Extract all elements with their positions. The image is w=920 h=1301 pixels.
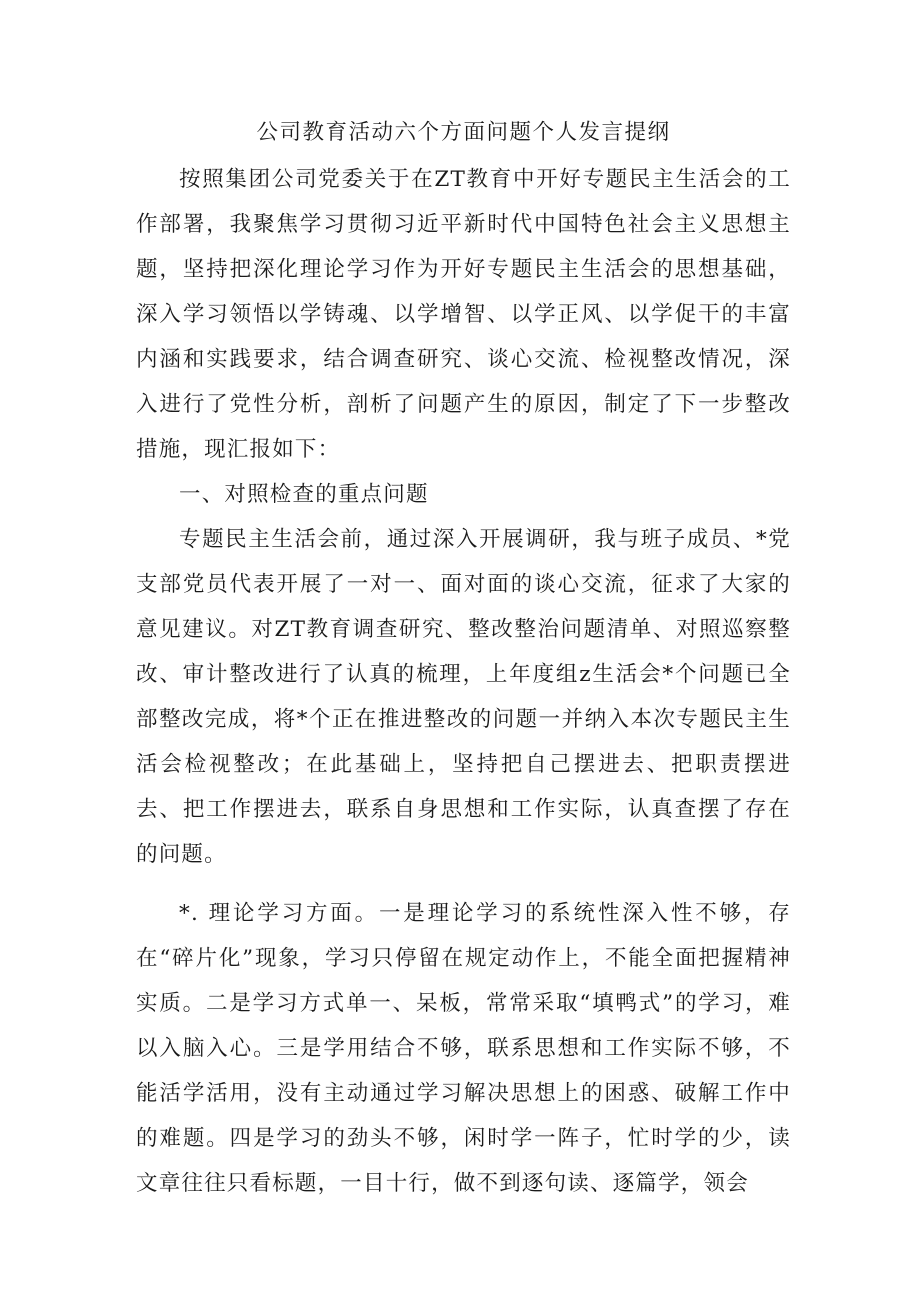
intro-paragraph: 按照集团公司党委关于在ZT教育中开好专题民主生活会的工作部署，我聚焦学习贯彻习近平新时代中国特色社会主义思想主题，坚持把深化理论学习作为开好专题民主生活会的思想基础，深入学习领悟以学铸魂、以学增智、以学正风、以学促干的丰富内涵和实践要求，结合调查研究、谈心交流、检视整改情况，深入进行了党性分析，剖析了问题产生的原因，制定了下一步整改措施，现汇报如下：	[136, 167, 791, 462]
document-body	[136, 110, 791, 1206]
theory-study-paragraph: *. 理论学习方面。一是理论学习的系统性深入性不够，存在“碎片化”现象，学习只停留在规定动作上，不能全面把握精神实质。二是学习方式单一、呆板，常常采取“填鸭式”的学习，难以入脑入心。三是学用结合不够，联系思想和工作实际不够，不能活学活用，没有主动通过学习解决思想上的困惑、破解工作中的难题。四是学习的劲头不够，闲时学一阵子，忙时学的少，读文章往往只看标题，一目十行，做不到逐句读、逐篇学，领会	[136, 901, 791, 1196]
section-paragraph: 专题民主生活会前，通过深入开展调研，我与班子成员、*党支部党员代表开展了一对一、面对面的谈心交流，征求了大家的意见建议。对ZT教育调查研究、整改整治问题清单、对照巡察整改、审计整改进行了认真的梳理，上年度组z生活会*个问题已全部整改完成，将*个正在推进整改的问题一并纳入本次专题民主生活会检视整改；在此基础上，坚持把自己摆进去、把职责摆进去、把工作摆进去，联系自身思想和工作实际，认真查摆了存在的问题。	[136, 527, 791, 867]
paragraph-gap	[136, 877, 791, 891]
section-heading: 一、对照检查的重点问题	[179, 482, 429, 507]
document-title: 公司教育活动六个方面问题个人发言提纲	[256, 120, 671, 145]
